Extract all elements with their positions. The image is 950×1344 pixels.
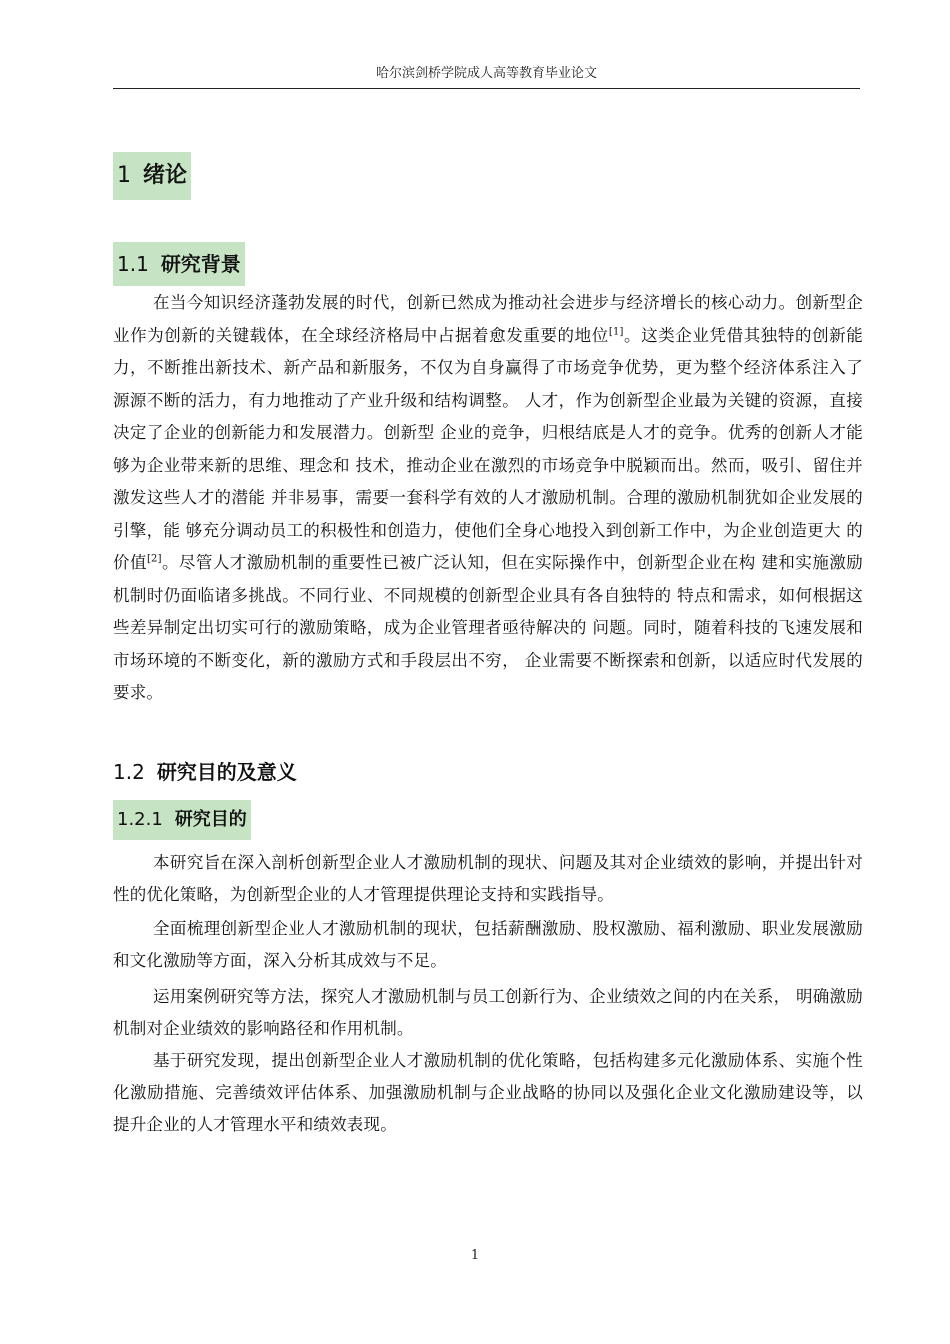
purpose-paragraph: 本研究旨在深入剖析创新型企业人才激励机制的现状、问题及其对企业绩效的影响，并提出针对性的优化策略，为创新型企业的人才管理提供理论支持和实践指导。 [113,853,863,904]
section-number-1-1: 1.1 [117,252,149,276]
subsection-number-1-2-1: 1.2.1 [117,809,163,830]
background-text-2: 。这类企业凭借其独特的创新能力，不断推出新技术、新产品和新服务，不仅为自身赢得了市场竞争优势，更为整个经济体系注入了源源不断的活力，有力地推动了产业升级和结构调整。 人才，作为创新型企业最为关键的资源，直接决定了企业的创新能力和发展潜力。创新型 企业的竞争，归根结底是人才的竞争。优秀的创新人才能够为企业带来新的思维、理念和 技术，推动企业在激烈的市场竞争中脱颖而出。然而，吸引、留住并激发这些人才的潜能 并非易事，需要一套科学有效的人才激励机制。合理的激励机制犹如企业发展的引擎，能 够充分调动员工的积极性和创造力，使他们全身心地投入到创新工作中，为企业创造更大 的价值 [113,325,863,572]
background-text-3: 。尽管人才激励机制的重要性已被广泛认知，但在实际操作中，创新型企业在构 建和实施激励机制时仍面临诸多挑战。不同行业、不同规模的创新型企业具有各自独特的 特点和需求，如何根据这些差异制定出切实可行的激励策略，成为企业管理者亟待解决的 问题。同时，随着科技的飞速发展和市场环境的不断变化，新的激励方式和手段层出不穷， 企业需要不断探索和创新，以适应时代发展的要求。 [113,553,863,702]
background-text-1: 在当今知识经济蓬勃发展的时代，创新已然成为推动社会进步与经济增长的核心动力。创新型企业作为创新的关键载体，在全球经济格局中占据着愈发重要的地位 [113,293,863,345]
purpose-paragraph: 运用案例研究等方法，探究人才激励机制与员工创新行为、企业绩效之间的内在关系， 明确激励机制对企业绩效的影响路径和作用机制。 [113,987,863,1038]
section-heading-1-1 [113,242,245,286]
section-heading-1-2 [113,755,297,789]
section-title-1-2: 研究目的及意义 [156,760,297,784]
chapter-title: 绪论 [143,163,188,188]
citation-2: [2] [146,553,162,565]
chapter-heading [113,152,191,200]
section-title-1-1: 研究背景 [160,252,241,276]
subsection-heading-1-2-1 [113,800,251,840]
purpose-paragraph: 基于研究发现，提出创新型企业人才激励机制的优化策略，包括构建多元化激励体系、实施个性化激励措施、完善绩效评估体系、加强激励机制与企业战略的协同以及强化企业文化激励建设等，以提升企业的人才管理水平和绩效表现。 [113,1051,863,1134]
chapter-number: 1 [117,163,131,188]
page-number: 1 [470,1248,480,1263]
purpose-paragraph: 全面梳理创新型企业人才激励机制的现状，包括薪酬激励、股权激励、福利激励、职业发展激励和文化激励等方面，深入分析其成效与不足。 [113,919,863,970]
citation-1: [1] [608,326,624,337]
subsection-title-1-2-1: 研究目的 [174,809,247,830]
header-title: 哈尔滨剑桥学院成人高等教育毕业论文 [375,66,597,81]
section-number-1-2: 1.2 [113,760,145,784]
page-header [113,60,860,89]
background-paragraph [113,287,863,710]
